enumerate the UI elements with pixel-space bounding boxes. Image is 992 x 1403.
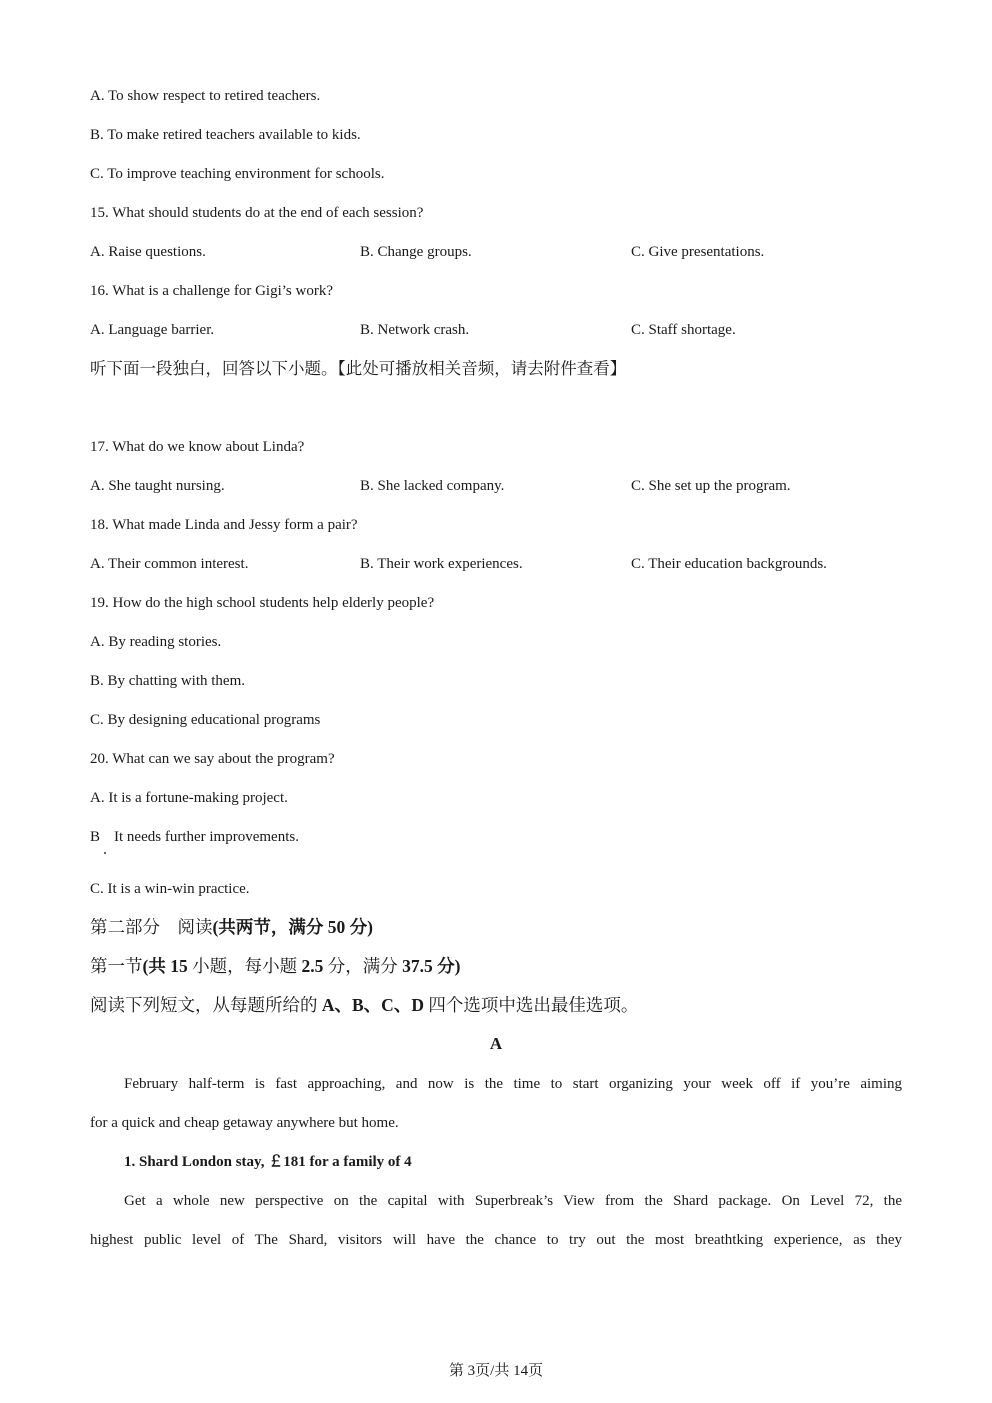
q17-option-a: A. She taught nursing. — [90, 478, 225, 494]
monologue-instruction: 听下面一段独白，回答以下小题。【此处可播放相关音频，请去附件查看】 — [90, 359, 627, 378]
q18-option-b: B. Their work experiences. — [360, 556, 523, 572]
q20-question: 20. What can we say about the program? — [90, 751, 335, 767]
q17-question: 17. What do we know about Linda? — [90, 439, 305, 455]
q16-option-a: A. Language barrier. — [90, 322, 215, 338]
q19-question: 19. How do the high school students help elderly people? — [90, 595, 435, 611]
q15-question: 15. What should students do at the end of each session? — [90, 205, 424, 221]
reading-instruction: 阅读下列短文，从每题所给的 A、B、C、D 四个选项中选出最佳选项。 — [90, 995, 639, 1015]
q17-option-c: C. She set up the program. — [631, 478, 791, 494]
paragraph-2-line-1: Get a whole new perspective on the capital with Superbreak’s View from the Shard package. On Level 72, the — [124, 1193, 902, 1209]
q14-option-a: A. To show respect to retired teachers. — [90, 88, 321, 104]
q17-option-b: B. She lacked company. — [360, 478, 505, 494]
q19-option-b: B. By chatting with them. — [90, 673, 245, 689]
item-1-title: 1. Shard London stay, ￡181 for a family of 4 — [124, 1154, 412, 1170]
q16-option-b: B. Network crash. — [360, 322, 470, 338]
q15-option-a: A. Raise questions. — [90, 244, 206, 260]
q20-option-a: A. It is a fortune-making project. — [90, 790, 288, 806]
part2-title: 第二部分 阅读(共两节，满分 50 分) — [90, 917, 373, 937]
q19-option-a: A. By reading stories. — [90, 634, 222, 650]
paragraph-1-line-2: for a quick and cheap getaway anywhere but home. — [90, 1115, 399, 1131]
section1-title: 第一节(共 15 小题，每小题 2.5 分，满分 37.5 分) — [90, 956, 461, 976]
passage-label: A — [489, 1034, 503, 1053]
q20-option-b — [90, 828, 299, 846]
q16-option-c: C. Staff shortage. — [631, 322, 736, 338]
q18-option-a: A. Their common interest. — [90, 556, 249, 572]
q19-option-c: C. By designing educational programs — [90, 712, 321, 728]
q20-option-b-letter: B — [90, 829, 101, 845]
paragraph-2-line-2: highest public level of The Shard, visitors will have the chance to try out the most breathtking experience, as they — [90, 1232, 902, 1248]
q14-option-c: C. To improve teaching environment for schools. — [90, 166, 385, 182]
q18-option-c: C. Their education backgrounds. — [631, 556, 827, 572]
q15-option-c: C. Give presentations. — [631, 244, 765, 260]
q18-question: 18. What made Linda and Jessy form a pair? — [90, 517, 358, 533]
page-number: 第 3页/共 14页 — [448, 1363, 544, 1379]
stray-dot — [104, 852, 106, 854]
q14-option-b: B. To make retired teachers available to kids. — [90, 127, 361, 143]
q20-option-b-text: It needs further improvements. — [114, 829, 299, 845]
q20-option-c: C. It is a win-win practice. — [90, 881, 250, 897]
q16-question: 16. What is a challenge for Gigi’s work? — [90, 283, 333, 299]
paragraph-1-line-1: February half-term is fast approaching, and now is the time to start organizing your week off if you’re aiming — [124, 1076, 902, 1092]
q15-option-b: B. Change groups. — [360, 244, 472, 260]
